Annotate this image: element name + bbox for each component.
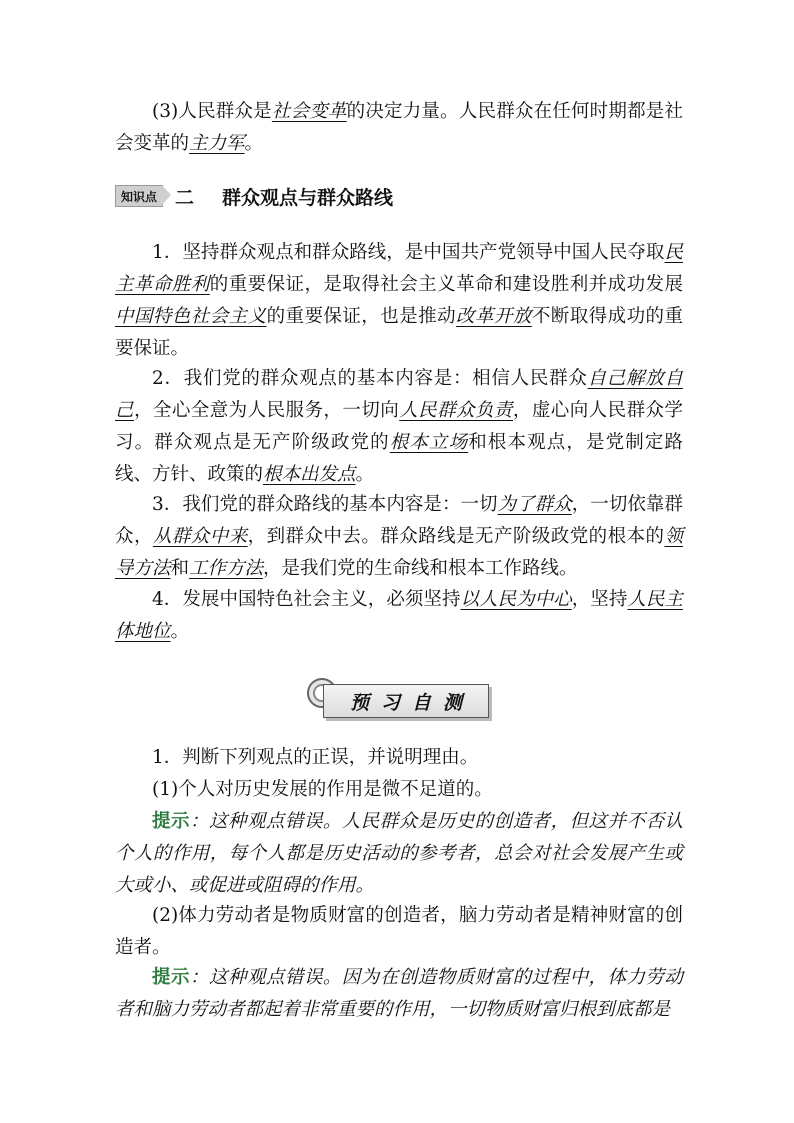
- text: 。: [355, 464, 375, 485]
- fill-answer: 领导方法: [115, 526, 683, 579]
- text: 不断取得成功的重要保证。: [115, 306, 683, 359]
- fill-answer: 人民群众负责: [399, 400, 513, 421]
- hint-text: ：这种观点错误。人民群众是历史的创造者，但这并不否认个人的作用，每个人都是历史活动的参考者，总会对社会发展产生或大或小、或促进或阻碍的作用。: [115, 811, 683, 896]
- quiz-statement-1: (1)个人对历史发展的作用是微不足道的。: [152, 779, 493, 800]
- hint-text: ：这种观点错误。因为在创造物质财富的过程中，体力劳动者和脑力劳动者都起着非常重要的作用，一切物质财富归根到底都是: [115, 967, 683, 1020]
- text: 和: [170, 558, 190, 579]
- item-3: [115, 489, 683, 585]
- quiz-hint-1: [115, 806, 683, 902]
- knowledge-point-heading: [115, 183, 393, 209]
- fill-answer: 根本立场: [389, 432, 469, 453]
- item-1: [115, 237, 683, 365]
- hint-label: 提示: [152, 967, 190, 988]
- item-2: [115, 363, 683, 491]
- knowledge-point-number: 二: [175, 186, 195, 209]
- fill-answer: 主力军: [189, 133, 245, 154]
- text: 的重要保证，也是推动: [266, 306, 457, 327]
- fill-answer: 自己解放自己: [115, 368, 683, 421]
- knowledge-point-tag: 知识点: [115, 185, 163, 207]
- hint-label: 提示: [152, 811, 190, 832]
- text: (3)人民群众是: [152, 101, 272, 122]
- fill-answer: 改革开放: [456, 306, 532, 327]
- text: 4．发展中国特色社会主义，必须坚持: [152, 589, 461, 610]
- fill-answer: 以人民为中心: [460, 589, 572, 610]
- text: 。: [244, 133, 264, 154]
- fill-answer: 人民主体地位: [115, 589, 683, 642]
- fill-answer: 社会变革: [271, 101, 347, 122]
- text: ，到群众中去。群众路线是无产阶级政党的根本的: [247, 526, 665, 547]
- item-4: [115, 584, 683, 648]
- text: 2．我们党的群众观点的基本内容是：相信人民群众: [152, 368, 588, 389]
- text: ，是我们党的生命线和根本工作路线。: [263, 558, 578, 579]
- banner-box: [323, 684, 489, 718]
- text: 3．我们党的群众路线的基本内容是：一切: [152, 494, 498, 515]
- fill-answer: 从群众中来: [152, 526, 248, 547]
- section-banner: [305, 676, 489, 722]
- text: 1．坚持群众观点和群众路线，是中国共产党领导中国人民夺取: [152, 242, 665, 263]
- text: 的决定力量。人民群众在任何时期都是社会变革的: [115, 101, 683, 154]
- text: 和根本观点，是党制定路线、方针、政策的: [115, 432, 683, 485]
- text: 。: [170, 621, 190, 642]
- text: ，虚心向人民群众学习。群众观点是无产阶级政党的: [115, 400, 683, 453]
- text: 的重要保证，是取得社会主义革命和建设胜利并成功发展: [209, 274, 683, 295]
- quiz-hint-2: [115, 962, 683, 1026]
- fill-answer: 民主革命胜利: [115, 242, 683, 295]
- paragraph-3: [115, 96, 683, 160]
- fill-answer: 根本出发点: [263, 464, 356, 485]
- quiz-statement-2: (2)体力劳动者是物质财富的创造者，脑力劳动者是精神财富的创造者。: [115, 905, 683, 958]
- text: ，坚持: [571, 589, 628, 610]
- text: ，一切依靠群众，: [115, 494, 683, 547]
- knowledge-point-title: 群众观点与群众路线: [222, 186, 394, 209]
- fill-answer: 工作方法: [189, 558, 264, 579]
- fill-answer: 为了群众: [497, 494, 572, 515]
- text: ，全心全意为人民服务，一切向: [133, 400, 400, 421]
- banner-title: 预习自测: [349, 691, 474, 714]
- fill-answer: 中国特色社会主义: [115, 306, 267, 327]
- quiz-question-1: 1．判断下列观点的正误，并说明理由。: [152, 747, 479, 768]
